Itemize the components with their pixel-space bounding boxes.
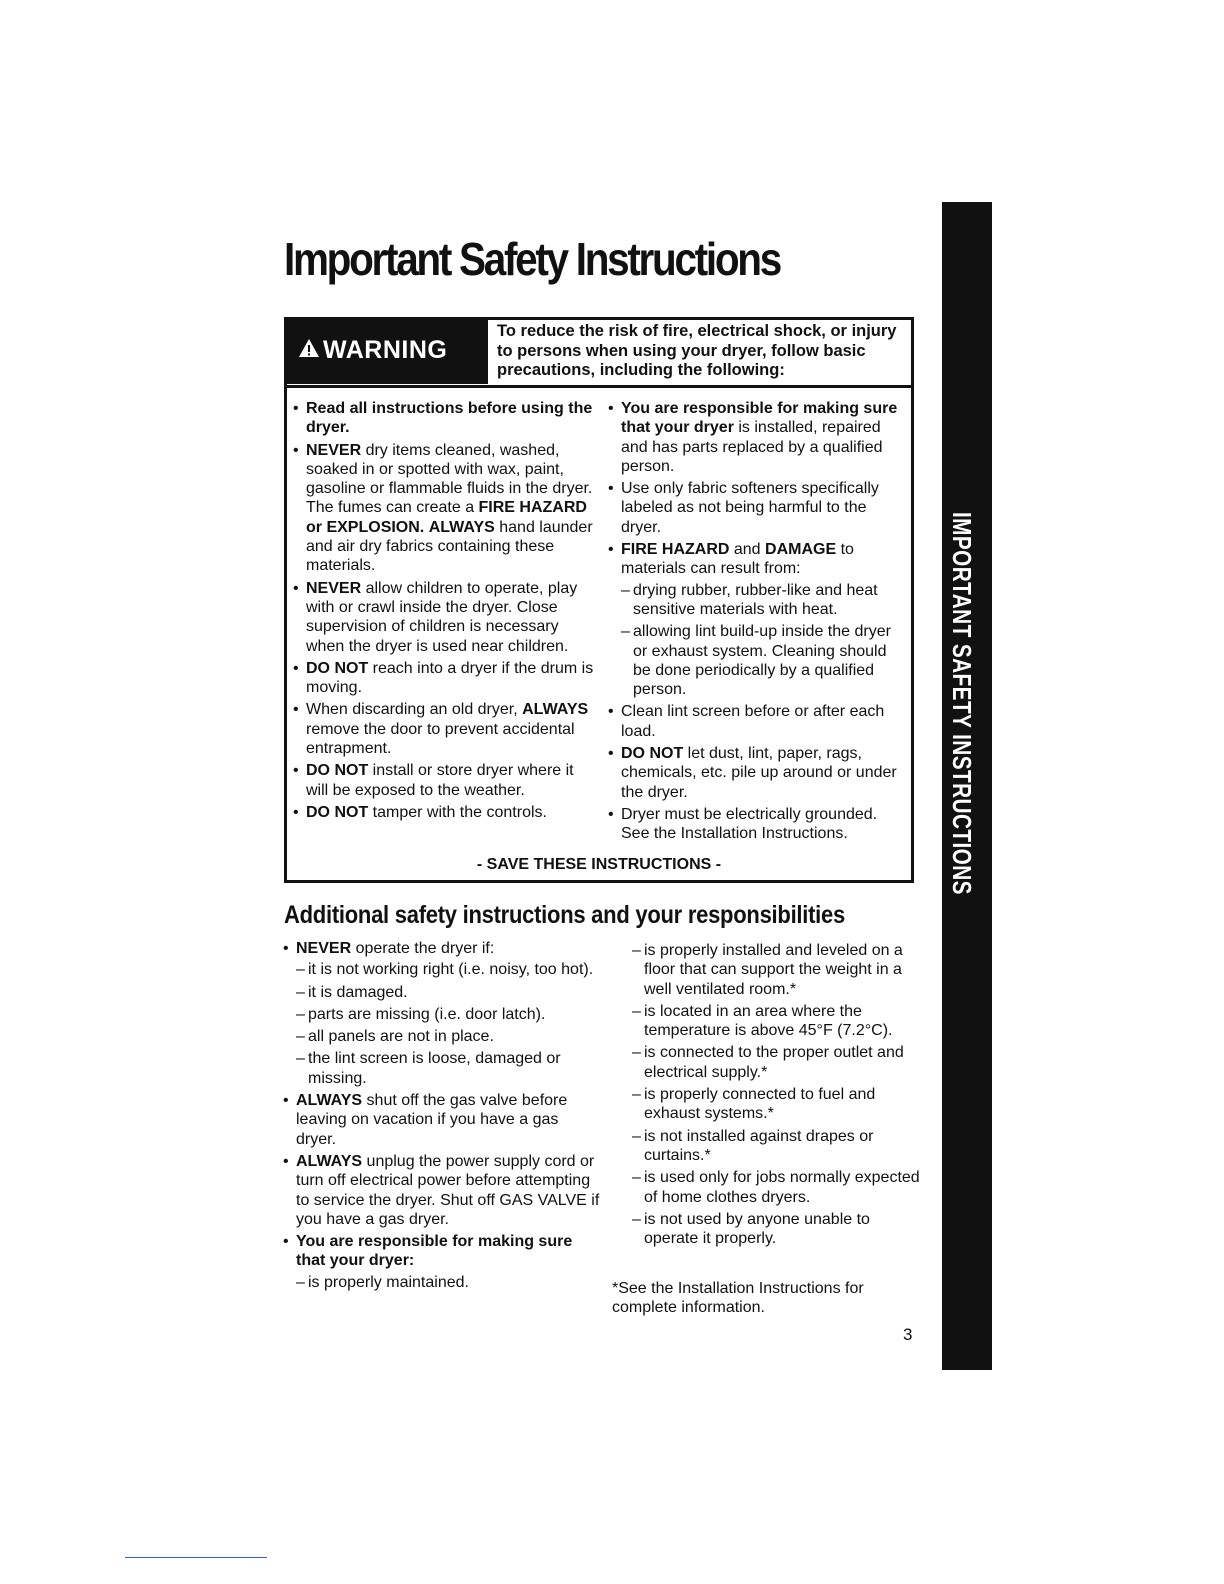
list-item: • DO NOT install or store dryer where it will be exposed to the weather. (293, 761, 595, 800)
list-item: • DO NOT reach into a dryer if the drum is moving. (293, 659, 595, 698)
list-item: • ALWAYS shut off the gas valve before leaving on vacation if you have a gas dryer. (283, 1091, 601, 1149)
sub-list-item: – is not used by anyone unable to operate it properly. (632, 1210, 922, 1249)
footer-rule (125, 1557, 267, 1558)
sub-list-item: – is connected to the proper outlet and electrical supply.* (632, 1043, 922, 1082)
list-item: • NEVER operate the dryer if: – it is not working right (i.e. noisy, too hot). – it is damaged. – parts are missing (i.e. door latch). – all panels are not in place. – the lint screen is loose, damaged or missing. (283, 939, 601, 1088)
list-item: • NEVER dry items cleaned, washed, soaked in or spotted with wax, paint, gasoline or flammable fluids in the dryer. The fumes can create a FIRE HAZARD or EXPLOSION. ALWAYS hand launder and air dry fabrics containing these materials. (293, 441, 595, 576)
warning-divider (284, 385, 914, 388)
sub-list-item: – it is damaged. (296, 983, 601, 1002)
sub-list-item: – is properly connected to fuel and exhaust systems.* (632, 1085, 922, 1124)
warning-badge (284, 317, 488, 384)
sub-list-item: – is properly maintained. (296, 1273, 601, 1292)
list-item: • Read all instructions before using the dryer. (293, 399, 595, 438)
additional-right-column (632, 939, 922, 1251)
warning-triangle-icon (298, 336, 320, 365)
warning-right-column (608, 399, 908, 847)
list-item: • Clean lint screen before or after each load. (608, 702, 908, 741)
list-item: • FIRE HAZARD and DAMAGE to materials can result from: – drying rubber, rubber-like and heat sensitive materials with heat. – allowing lint build-up inside the dryer or exhaust system. Cleaning should be done periodically by a qualified person. (608, 540, 908, 699)
list-item: • DO NOT let dust, lint, paper, rags, chemicals, etc. pile up around or under the dryer. (608, 744, 908, 802)
sub-list-item: – it is not working right (i.e. noisy, too hot). (296, 960, 601, 979)
sub-list-item: – is located in an area where the temperature is above 45°F (7.2°C). (632, 1002, 922, 1041)
additional-left-column (283, 939, 601, 1295)
sub-list-item: – allowing lint build-up inside the dryer or exhaust system. Cleaning should be done periodically by a qualified person. (621, 622, 908, 699)
save-instructions-label: - SAVE THESE INSTRUCTIONS - (476, 856, 722, 873)
footnote: *See the Installation Instructions for complete information. (612, 1280, 864, 1317)
side-tab-label: IMPORTANT SAFETY INSTRUCTIONS (947, 512, 977, 895)
list-item: • When discarding an old dryer, ALWAYS remove the door to prevent accidental entrapment. (293, 700, 595, 758)
list-item: • NEVER allow children to operate, play with or crawl inside the dryer. Close supervision of children is necessary when the dryer is used near children. (293, 579, 595, 656)
page-number: 3 (903, 1325, 913, 1344)
sub-list-item: – all panels are not in place. (296, 1027, 601, 1046)
list-item: • You are responsible for making sure that your dryer is installed, repaired and has parts replaced by a qualified person. (608, 399, 908, 476)
sub-list-item: – is not installed against drapes or curtains.* (632, 1127, 922, 1166)
warning-label: WARNING (323, 336, 448, 364)
list-item: • Dryer must be electrically grounded. See the Installation Instructions. (608, 805, 908, 844)
sub-list-item: – the lint screen is loose, damaged or missing. (296, 1049, 601, 1088)
list-item: • You are responsible for making sure that your dryer: – is properly maintained. (283, 1232, 601, 1292)
list-item: • ALWAYS unplug the power supply cord or turn off electrical power before attempting to service the dryer. Shut off GAS VALVE if you have a gas dryer. (283, 1152, 601, 1229)
warning-left-column (293, 399, 595, 825)
sub-list-item: – is properly installed and leveled on a floor that can support the weight in a well ventilated room.* (632, 941, 922, 999)
side-tab-label-wrapper (942, 202, 992, 1370)
sub-list-item: – drying rubber, rubber-like and heat sensitive materials with heat. (621, 581, 908, 620)
sub-list-item: – parts are missing (i.e. door latch). (296, 1005, 601, 1024)
warning-header: To reduce the risk of fire, electrical shock, or injury to persons when using your dryer, follow basic precautions, including the following: (497, 322, 897, 379)
list-item: • DO NOT tamper with the controls. (293, 803, 595, 822)
page-title: Important Safety Instructions (284, 233, 780, 285)
list-item: • Use only fabric softeners specifically labeled as not being harmful to the dryer. (608, 479, 908, 537)
additional-section-title: Additional safety instructions and your responsibilities (284, 901, 845, 929)
sub-list-item: – is used only for jobs normally expected of home clothes dryers. (632, 1168, 922, 1207)
